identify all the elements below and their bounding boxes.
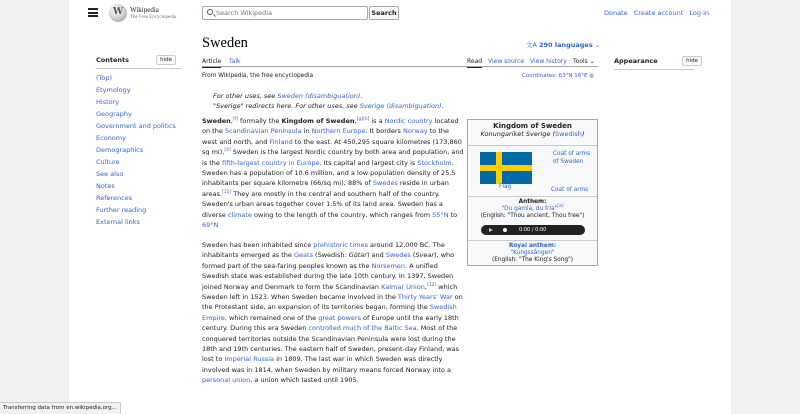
translate-icon: 文A [526,41,540,49]
royal-anthem-label[interactable]: Royal anthem: [508,243,557,249]
appearance-title: Appearance [614,57,658,65]
search-button[interactable]: Search [369,6,399,20]
native-lang-link[interactable]: Swedish [555,130,582,138]
toc-header [96,56,182,69]
create-account-link[interactable]: Create account [633,9,684,17]
hatnote-text: . [441,102,444,110]
search-icon [207,9,213,15]
search-box[interactable] [202,6,368,20]
toc-item-external-links[interactable]: External links [96,218,140,226]
toc-item-culture[interactable]: Culture [96,158,120,166]
user-links [600,9,709,17]
search-input[interactable] [216,8,364,18]
tools-menu[interactable]: Tools ⌄ [573,58,595,65]
toc-item-economy[interactable]: Economy [96,134,126,142]
hatnote-link[interactable]: Sweden (disambiguation) [277,92,361,100]
play-icon[interactable] [489,228,493,232]
tagline: The Free Encyclopedia [130,15,177,20]
anthem-translation: (English: "Thou ancient, Thou free") [480,213,585,219]
left-gutter [0,0,69,414]
toc-item-references[interactable]: References [96,194,133,202]
toc-item-etymology[interactable]: Etymology [96,86,131,94]
seek-handle[interactable] [503,228,507,232]
browser-status-bar: Transferring data from en.wikipedia.org... [0,402,121,414]
divider [468,240,597,241]
coordinates[interactable] [522,73,594,79]
anthem-name: "Du gamla, du fria" [501,206,558,212]
divider [468,196,597,197]
infobox [467,119,598,266]
login-link[interactable]: Log in [689,9,709,17]
coordinates-text: Coordinates: 63°N 16°E [522,73,588,79]
toc-item-further-reading[interactable]: Further reading [96,206,147,214]
page-tabs [202,53,598,67]
language-button[interactable]: 文A 290 languages ⌄ [526,41,601,49]
flag-link[interactable]: Flag [499,184,512,190]
article-paragraph-1: Sweden,[f] formally the Kingdom of Sweden,[g][h] is a Nordic country located on the Scandinavian Peninsula in Northern Europe. It borders Norway to the west and north, and Finland to the east. At 450,295 square kilometres (173,860 sq mi),[4] Sweden is the largest Nordic country by both area and population, and is the fifth-largest country in Europe. Its capital and largest city is Stockholm. Sweden has a population of 10.6 million, and a low population density of 25.5 inhabitants per square kilometre (66/sq mi); 88% of Swedes reside in urban areas.[11] They are mostly in the central and southern half of the country. Sweden's urban areas together cover 1.5% of its land area. Sweden has a diverse climate owing to the length of the country, which ranges from 55°N to 69°N [202,117,464,230]
hatnote-1 [213,91,362,101]
flag-of-sweden[interactable] [480,152,532,184]
toc-item-top[interactable]: (Top) [96,74,113,82]
main-menu-icon[interactable] [88,8,98,17]
hatnote-link[interactable]: Sverige (disambiguation) [359,102,442,110]
tab-article[interactable]: Article [202,58,221,68]
tab-view-source[interactable]: View source [488,58,525,65]
tab-view-history[interactable]: View history [530,58,567,65]
language-count: 290 languages [539,41,593,49]
infobox-title: Kingdom of Sweden [493,122,572,130]
toc-item-notes[interactable]: Notes [96,182,115,190]
site-header [69,0,731,28]
toc-item-geography[interactable]: Geography [96,110,132,118]
royal-anthem-link[interactable]: "Kungssången" [510,250,555,256]
page-title: Sweden [202,35,248,51]
tools-label: Tools [573,58,588,65]
hatnote-text: "Sverige" redirects here. For other uses, see [213,102,360,110]
royal-anthem-translation: (English: "The King's Song") [491,257,573,263]
toc-hide-button[interactable]: hide [156,55,176,65]
appearance-panel-header [614,57,698,70]
page [69,0,731,414]
native-name-text: Konungariket Sverige [480,130,551,138]
globe-icon: ◍ [589,73,595,79]
tab-read[interactable]: Read [467,58,482,68]
donate-link[interactable]: Donate [604,9,628,17]
anthem-link[interactable]: "Du gamla, du fria"[a] [501,204,564,212]
appearance-hide-button[interactable]: hide [682,56,702,66]
hatnote-2 [213,101,444,111]
toc-sidebar [96,56,182,228]
coat-of-arms-link[interactable]: Coat of arms [551,187,589,193]
article-paragraph-2: Sweden has been inhabited since prehistoric times around 12,000 BC. The inhabitants emerged as the Geats (Swedish: Götar) and Swedes (Svear), who formed part of the sea-faring peoples known as the Norsemen. A unified Swedish state was established during the late 10th century. In 1397, Sweden joined Norway and Denmark to form the Scandinavian Kalmar Union,[12] which Sweden left in 1523. When Sweden became involved in the Thirty Years' War on the Protestant side, an expansion of its territories began, forming the Swedish Empire, which remained one of the great powers of Europe until the early 18th century. During this era Sweden controlled much of the Baltic Sea. Most of the conquered territories outside the Scandinavian Peninsula were lost during the 18th and 19th centuries. The eastern half of Sweden, present-day Finland, was lost to Imperial Russia in 1809. The last war in which Sweden was directly involved was in 1814, when Sweden by military means forced Norway into a personal union, a union which lasted until 1905. [202,241,463,385]
right-gutter [731,0,800,414]
infobox-native-name: Konungariket Sverige (Swedish) [480,130,585,138]
tab-talk[interactable]: Talk [229,58,241,65]
toc-item-history[interactable]: History [96,98,120,106]
toc-item-government[interactable]: Government and politics [96,122,176,130]
toc-title: Contents [96,56,129,64]
tagline-from: From Wikipedia, the free encyclopedia [202,73,314,79]
wikipedia-globe-icon[interactable] [109,4,127,22]
hatnote-text: For other uses, see [213,92,278,100]
hatnote-text: . [360,92,363,100]
wordmark[interactable]: Wikipedia [130,6,159,14]
toc-item-see-also[interactable]: See also [96,170,124,178]
divider [468,145,597,146]
anthem-label: Anthem: [518,199,547,205]
toc-item-demographics[interactable]: Demographics [96,146,144,154]
coat-of-arms-image[interactable]: Coat of arms of Sweden [553,151,591,165]
anthem-audio-player[interactable] [481,225,585,235]
audio-time: 0:00 / 0:00 [519,227,547,233]
